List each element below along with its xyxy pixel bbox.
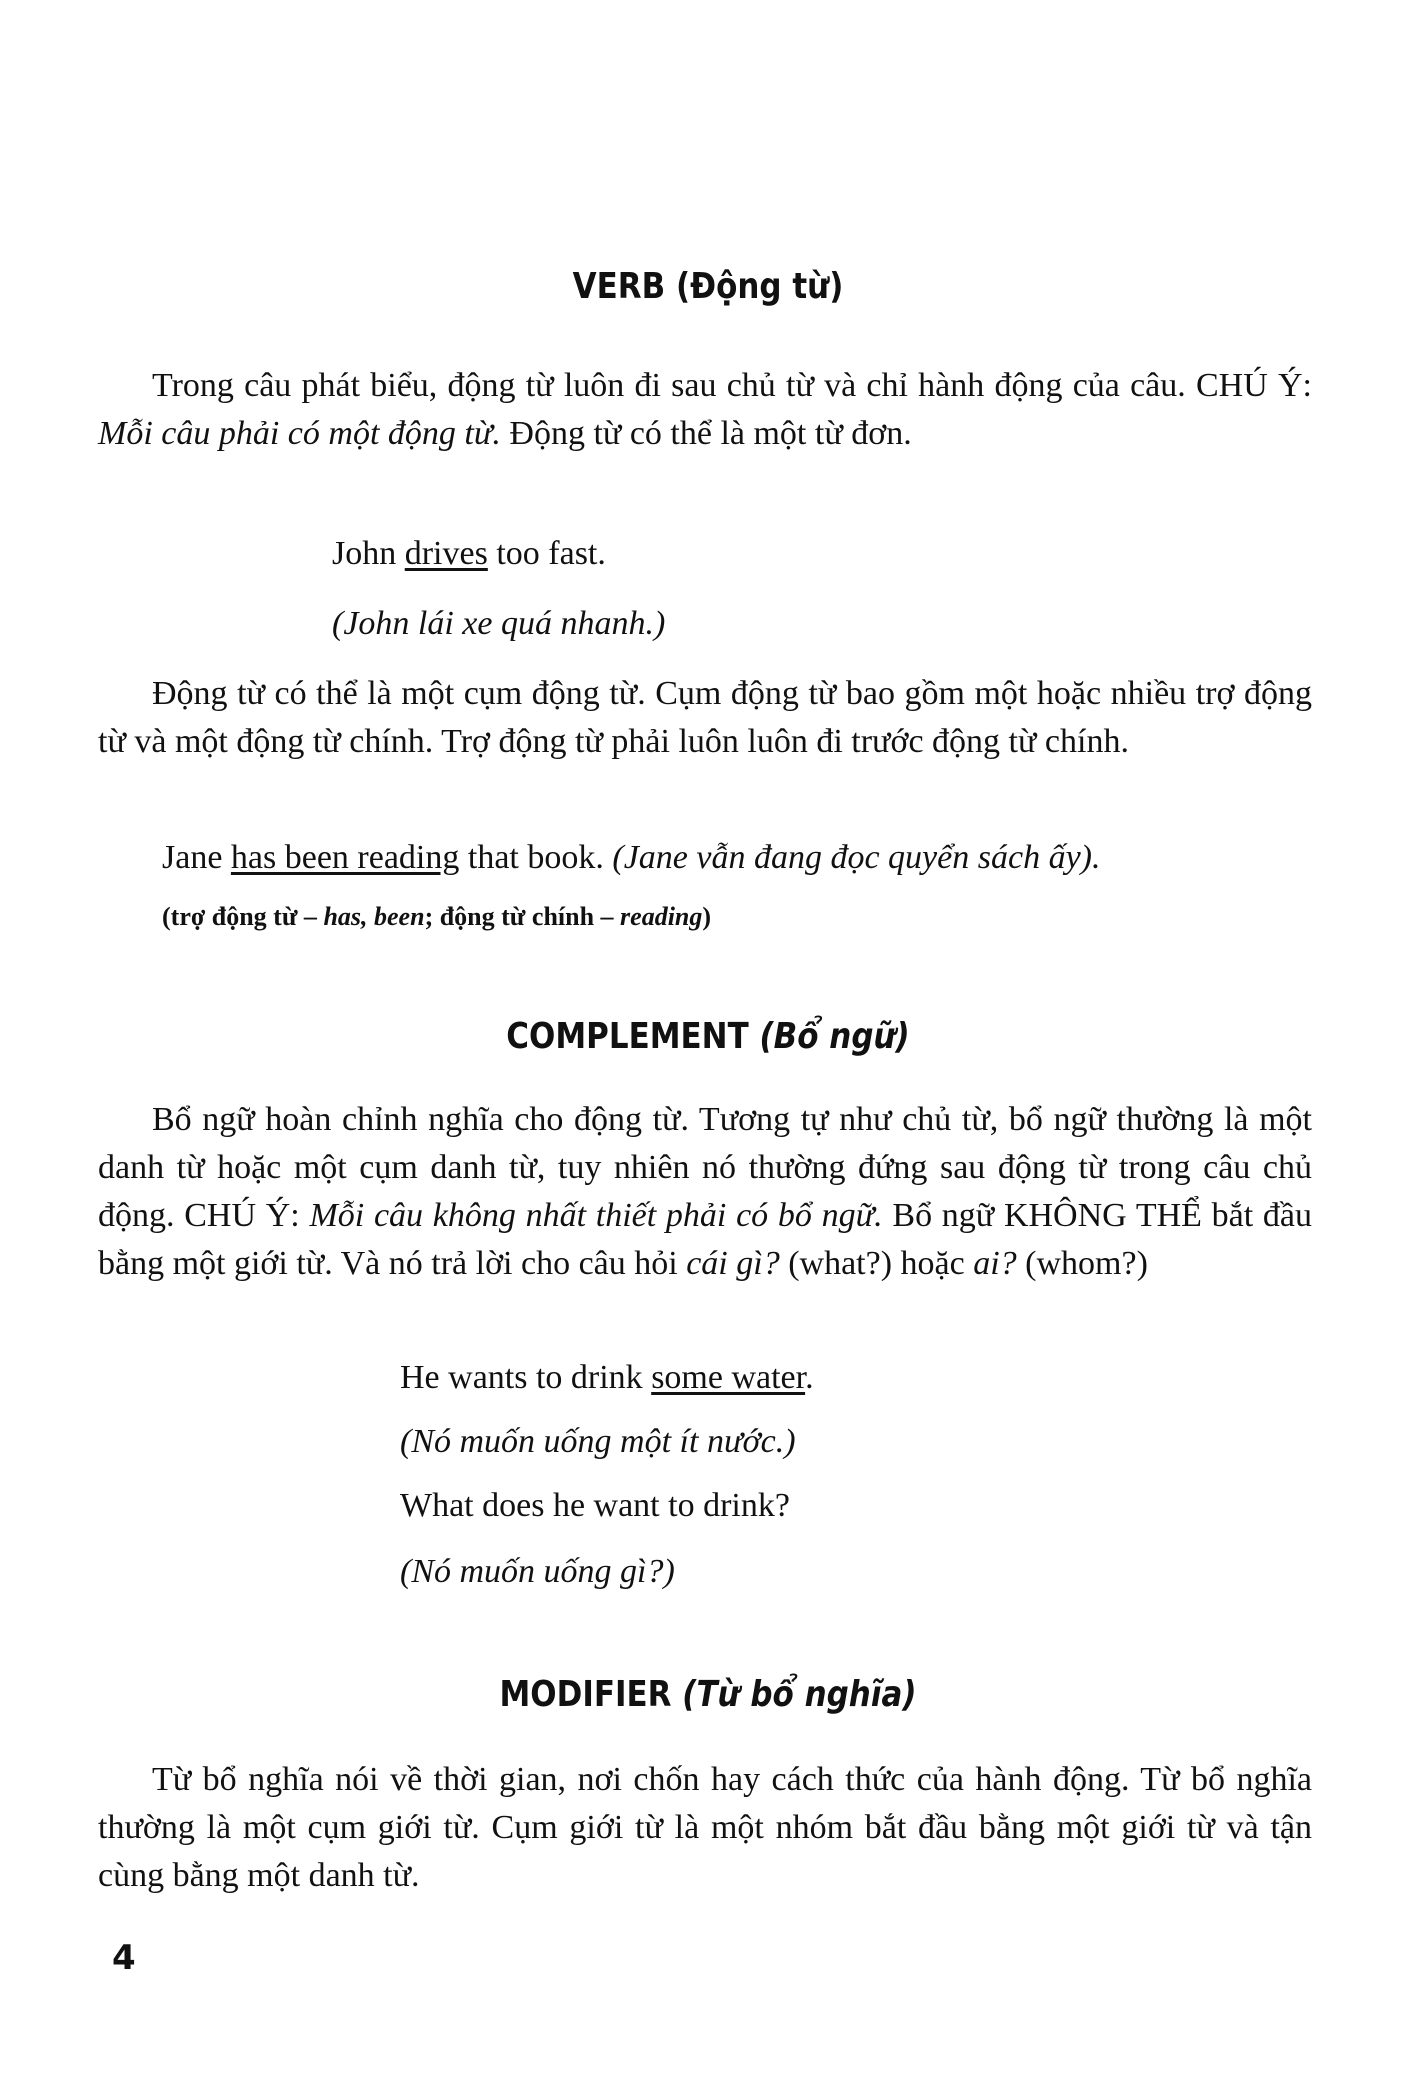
complement-ex1-underlined: some water <box>651 1359 806 1396</box>
modifier-p1-text: Từ bổ nghĩa nói về thời gian, nơi chốn hay cách thức của hành động. Từ bổ nghĩa thường là một cụm giới từ. Cụm giới từ là một nhóm bắt đầu bằng một giới từ và tận cùng bằng một danh từ. <box>98 1761 1312 1894</box>
verb-ex2-translation: (Jane vẫn đang đọc quyển sách ấy). <box>612 839 1101 876</box>
verb-note <box>162 900 711 934</box>
complement-example-1-translation: (Nó muốn uống một ít nước.) <box>400 1423 796 1460</box>
complement-example-2: What does he want to drink? <box>400 1487 790 1524</box>
verb-ex2-pre: Jane <box>162 839 231 876</box>
complement-paragraph-1 <box>98 1096 1312 1288</box>
complement-p1-text: Bổ ngữ hoàn chỉnh nghĩa cho động từ. Tương tự như chủ từ, bổ ngữ thường là một danh từ hoặc một cụm danh từ, tuy nhiên nó thường đứng sau động từ trong câu chủ động. CHÚ Ý: <box>98 1101 1312 1234</box>
complement-p1-text-3: (what?) hoặc <box>779 1245 974 1282</box>
verb-p1-text-end: Động từ có thể là một từ đơn. <box>500 415 912 452</box>
complement-p1-who: ai? <box>973 1245 1017 1282</box>
modifier-paragraph-1 <box>98 1756 1312 1900</box>
verb-ex1-pre: John <box>332 535 405 572</box>
complement-p1-emphasis: Mỗi câu không nhất thiết phải có bổ ngữ. <box>309 1197 883 1234</box>
verb-heading <box>99 266 1317 307</box>
complement-example-2-translation: (Nó muốn uống gì?) <box>400 1553 675 1590</box>
verb-paragraph-1 <box>98 362 1312 458</box>
verb-note-d: reading <box>620 902 703 931</box>
page-number: 4 <box>112 1938 136 1978</box>
verb-note-b: has, been <box>323 902 425 931</box>
complement-p1-what: cái gì? <box>686 1245 780 1282</box>
verb-example-1 <box>332 530 606 578</box>
modifier-heading <box>99 1674 1317 1715</box>
complement-p1-text-4: (whom?) <box>1016 1245 1148 1282</box>
complement-ex1-pre: He wants to drink <box>400 1359 652 1396</box>
verb-paragraph-2 <box>98 670 1312 766</box>
complement-ex1-post: . <box>805 1359 814 1396</box>
verb-p1-text: Trong câu phát biểu, động từ luôn đi sau chủ từ và chỉ hành động của câu. CHÚ Ý: <box>152 367 1312 404</box>
complement-example-1 <box>400 1354 814 1402</box>
verb-example-2 <box>162 834 1100 882</box>
verb-ex2-underlined: has been reading <box>230 839 460 876</box>
modifier-heading-title: MODIFIER <box>499 1674 672 1715</box>
verb-heading-sub: (Động từ) <box>676 266 844 307</box>
complement-heading-sub: (Bổ ngữ) <box>759 1016 910 1057</box>
verb-p1-emphasis: Mỗi câu phải có một động từ. <box>98 415 501 452</box>
verb-note-e: ) <box>702 902 712 931</box>
verb-ex2-post: that book. <box>459 839 613 876</box>
verb-example-1-translation: (John lái xe quá nhanh.) <box>332 605 666 642</box>
verb-ex1-underlined: drives <box>404 535 488 572</box>
modifier-heading-sub: (Từ bổ nghĩa) <box>682 1674 917 1715</box>
verb-p2-text: Động từ có thể là một cụm động từ. Cụm động từ bao gồm một hoặc nhiều trợ động từ và một động từ chính. Trợ động từ phải luôn luôn đi trước động từ chính. <box>98 675 1312 760</box>
verb-ex1-post: too fast. <box>487 535 606 572</box>
verb-note-a: (trợ động từ – <box>162 902 324 931</box>
complement-p1-text-2: Bổ ngữ KHÔNG THỂ bắt đầu bằng một giới từ. Và nó trả lời cho câu hỏi <box>98 1197 1312 1282</box>
verb-heading-title: VERB <box>572 266 666 307</box>
complement-heading-title: COMPLEMENT <box>506 1016 749 1057</box>
verb-note-c: ; động từ chính – <box>424 902 621 931</box>
complement-heading <box>99 1016 1317 1057</box>
